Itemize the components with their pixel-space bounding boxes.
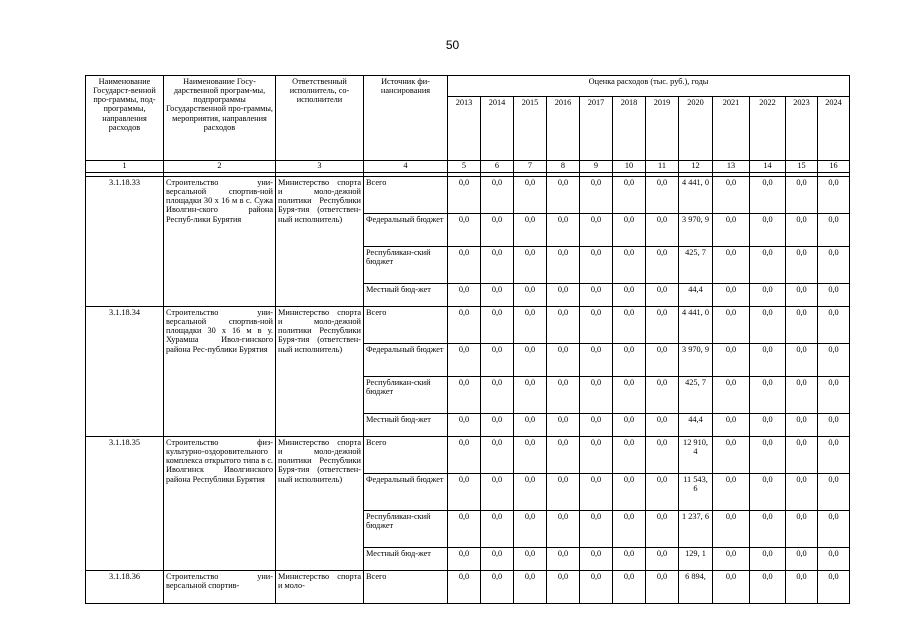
expense-value: 0,0 — [818, 177, 850, 214]
header-year: 2022 — [750, 96, 786, 160]
expense-value: 0,0 — [786, 571, 818, 604]
measure-name: Строительство физ-культурно-оздоровительного комплекса открытого типа в с. Иволгинск Иволгинского района Республики Бурятия — [164, 437, 276, 571]
measure-executor: Министерство спорта и моло- — [276, 571, 364, 604]
expense-value: 0,0 — [750, 214, 786, 247]
measure-name: Строительство уни-версальной спортив-ной площадки 30 х 16 м в у. Хурамша Ивол-гинского района Рес-публики Бурятия — [164, 307, 276, 437]
expense-value: 0,0 — [713, 344, 750, 377]
expense-value: 0,0 — [613, 511, 646, 548]
expense-value: 0,0 — [786, 344, 818, 377]
table-row — [86, 307, 850, 344]
funding-source: Республикан-ский бюджет — [364, 511, 448, 548]
expense-value: 0,0 — [713, 511, 750, 548]
expense-value: 0,0 — [514, 414, 547, 437]
expense-value: 1 237, 6 — [679, 511, 713, 548]
funding-source: Местный бюд-жет — [364, 414, 448, 437]
measure-code: 3.1.18.36 — [86, 571, 164, 604]
expense-value: 0,0 — [750, 571, 786, 604]
expense-value: 0,0 — [580, 177, 613, 214]
expense-value: 0,0 — [514, 247, 547, 284]
expense-value: 0,0 — [448, 437, 481, 474]
expense-value: 0,0 — [613, 414, 646, 437]
expense-value: 0,0 — [713, 571, 750, 604]
expense-value: 0,0 — [750, 307, 786, 344]
expense-value: 0,0 — [547, 214, 580, 247]
expense-value: 129, 1 — [679, 548, 713, 571]
expense-value: 0,0 — [818, 344, 850, 377]
header-expense-estimate: Оценка расходов (тыс. руб.), годы — [448, 76, 850, 97]
expense-value: 0,0 — [448, 414, 481, 437]
table-row — [86, 571, 850, 604]
header-year: 2024 — [818, 96, 850, 160]
expense-value: 0,0 — [818, 548, 850, 571]
expense-value: 0,0 — [448, 511, 481, 548]
expense-value: 0,0 — [613, 307, 646, 344]
expense-value: 0,0 — [613, 474, 646, 511]
column-number: 13 — [713, 161, 750, 173]
header-year: 2021 — [713, 96, 750, 160]
expense-value: 0,0 — [481, 511, 514, 548]
measure-executor: Министерство спорта и моло-дежной политики Республики Буря-тия (ответствен-ный исполнитель) — [276, 307, 364, 437]
expense-value: 0,0 — [646, 247, 679, 284]
expense-value: 0,0 — [646, 344, 679, 377]
expense-value: 0,0 — [481, 474, 514, 511]
expense-value: 0,0 — [713, 247, 750, 284]
expense-value: 0,0 — [646, 414, 679, 437]
expense-value: 0,0 — [547, 474, 580, 511]
header-executor: Ответственный исполнитель, со-исполнители — [276, 76, 364, 161]
expense-value: 0,0 — [613, 571, 646, 604]
expense-value: 0,0 — [514, 571, 547, 604]
expense-value: 0,0 — [750, 548, 786, 571]
expense-value: 0,0 — [646, 177, 679, 214]
expense-value: 0,0 — [514, 377, 547, 414]
header-year: 2023 — [786, 96, 818, 160]
expense-value: 0,0 — [750, 177, 786, 214]
expense-value: 0,0 — [481, 377, 514, 414]
funding-source: Местный бюд-жет — [364, 284, 448, 307]
funding-source: Федеральный бюджет — [364, 344, 448, 377]
expense-value: 0,0 — [547, 284, 580, 307]
expense-value: 0,0 — [481, 284, 514, 307]
expense-value: 0,0 — [514, 474, 547, 511]
expense-value: 0,0 — [580, 214, 613, 247]
expense-value: 0,0 — [786, 437, 818, 474]
expense-value: 0,0 — [713, 307, 750, 344]
header-measure-name: Наименование Госу-дарственной програм-мы, подпрограммы Государственной про-граммы, мероприятия, направления расходов — [164, 76, 276, 161]
expense-value: 0,0 — [646, 548, 679, 571]
expense-value: 0,0 — [646, 284, 679, 307]
column-number: 5 — [448, 161, 481, 173]
expense-value: 0,0 — [547, 377, 580, 414]
expense-value: 0,0 — [818, 377, 850, 414]
column-number: 14 — [750, 161, 786, 173]
measure-name: Строительство уни-версальной спортив-ной площадки 30 х 16 м в с. Сужа Иволгин-ского района Респуб-лики Бурятия — [164, 177, 276, 307]
expense-value: 0,0 — [514, 437, 547, 474]
expense-value: 0,0 — [547, 511, 580, 548]
expense-value: 0,0 — [713, 414, 750, 437]
expense-value: 4 441, 0 — [679, 307, 713, 344]
column-number: 6 — [481, 161, 514, 173]
expense-value: 0,0 — [448, 548, 481, 571]
expense-value: 0,0 — [713, 284, 750, 307]
expense-value: 0,0 — [514, 177, 547, 214]
funding-source: Федеральный бюджет — [364, 214, 448, 247]
expense-value: 0,0 — [713, 437, 750, 474]
header-program-name: Наименование Государст-венной про-граммы, под-программы, направления расходов — [86, 76, 164, 161]
funding-source: Всего — [364, 177, 448, 214]
table-row — [86, 437, 850, 474]
expense-value: 0,0 — [750, 377, 786, 414]
expense-value: 0,0 — [448, 474, 481, 511]
expense-value: 0,0 — [750, 414, 786, 437]
measure-executor: Министерство спорта и моло-дежной политики Республики Буря-тия (ответствен-ный исполнитель) — [276, 437, 364, 571]
expense-value: 0,0 — [750, 511, 786, 548]
measure-code: 3.1.18.34 — [86, 307, 164, 437]
expense-value: 0,0 — [547, 414, 580, 437]
expense-value: 6 894, — [679, 571, 713, 604]
expense-value: 0,0 — [818, 511, 850, 548]
measure-code: 3.1.18.35 — [86, 437, 164, 571]
expense-value: 0,0 — [448, 214, 481, 247]
expense-value: 0,0 — [786, 284, 818, 307]
header-year: 2020 — [679, 96, 713, 160]
expense-value: 0,0 — [713, 548, 750, 571]
measure-code: 3.1.18.33 — [86, 177, 164, 307]
expense-value: 0,0 — [547, 247, 580, 284]
expense-value: 0,0 — [713, 177, 750, 214]
expense-value: 0,0 — [646, 437, 679, 474]
expense-value: 0,0 — [448, 177, 481, 214]
expense-value: 0,0 — [580, 511, 613, 548]
expense-value: 44,4 — [679, 284, 713, 307]
expense-value: 0,0 — [818, 571, 850, 604]
expense-value: 0,0 — [646, 511, 679, 548]
expense-value: 0,0 — [481, 177, 514, 214]
expense-value: 0,0 — [750, 437, 786, 474]
expense-value: 0,0 — [481, 214, 514, 247]
expense-value: 44,4 — [679, 414, 713, 437]
expense-value: 0,0 — [481, 307, 514, 344]
column-number: 3 — [276, 161, 364, 173]
expense-value: 425, 7 — [679, 247, 713, 284]
expense-value: 0,0 — [786, 474, 818, 511]
expense-value: 0,0 — [750, 247, 786, 284]
expense-value: 0,0 — [713, 377, 750, 414]
table-row — [86, 177, 850, 214]
expense-value: 0,0 — [547, 307, 580, 344]
expense-value: 0,0 — [713, 474, 750, 511]
expense-value: 0,0 — [448, 377, 481, 414]
column-number: 8 — [547, 161, 580, 173]
expense-value: 0,0 — [514, 284, 547, 307]
funding-source: Республикан-ский бюджет — [364, 247, 448, 284]
expense-value: 0,0 — [514, 511, 547, 548]
funding-source: Местный бюд-жет — [364, 548, 448, 571]
expense-value: 0,0 — [646, 571, 679, 604]
expense-value: 0,0 — [580, 344, 613, 377]
funding-source: Федеральный бюджет — [364, 474, 448, 511]
expense-value: 0,0 — [786, 548, 818, 571]
expense-value: 0,0 — [481, 571, 514, 604]
header-year: 2016 — [547, 96, 580, 160]
measure-name: Строительство уни-версальной спортив- — [164, 571, 276, 604]
column-number: 12 — [679, 161, 713, 173]
expense-value: 0,0 — [646, 214, 679, 247]
expense-value: 0,0 — [713, 214, 750, 247]
expense-value: 0,0 — [448, 247, 481, 284]
funding-source: Всего — [364, 307, 448, 344]
header-year: 2018 — [613, 96, 646, 160]
column-number: 10 — [613, 161, 646, 173]
expense-value: 0,0 — [514, 214, 547, 247]
expense-value: 0,0 — [481, 414, 514, 437]
expense-value: 0,0 — [750, 474, 786, 511]
expense-value: 0,0 — [818, 214, 850, 247]
expense-value: 0,0 — [481, 344, 514, 377]
expense-value: 0,0 — [786, 511, 818, 548]
expense-value: 0,0 — [481, 437, 514, 474]
expense-value: 0,0 — [580, 307, 613, 344]
expense-value: 425, 7 — [679, 377, 713, 414]
header-year: 2019 — [646, 96, 679, 160]
expense-value: 12 910, 4 — [679, 437, 713, 474]
expense-value: 0,0 — [580, 437, 613, 474]
expense-value: 0,0 — [580, 247, 613, 284]
expense-value: 4 441, 0 — [679, 177, 713, 214]
expense-value: 3 970, 9 — [679, 344, 713, 377]
column-number: 2 — [164, 161, 276, 173]
header-year: 2014 — [481, 96, 514, 160]
funding-source: Всего — [364, 571, 448, 604]
page-number: 50 — [445, 38, 460, 52]
expense-value: 0,0 — [547, 548, 580, 571]
expense-value: 0,0 — [613, 177, 646, 214]
column-number: 4 — [364, 161, 448, 173]
expense-value: 0,0 — [448, 571, 481, 604]
expense-value: 0,0 — [514, 307, 547, 344]
expense-value: 0,0 — [613, 377, 646, 414]
expense-value: 0,0 — [481, 548, 514, 571]
expense-value: 0,0 — [547, 177, 580, 214]
expense-value: 0,0 — [547, 571, 580, 604]
funding-source: Всего — [364, 437, 448, 474]
expense-value: 0,0 — [786, 307, 818, 344]
expense-value: 0,0 — [547, 437, 580, 474]
expense-value: 0,0 — [786, 414, 818, 437]
expense-value: 0,0 — [646, 377, 679, 414]
expense-value: 0,0 — [613, 247, 646, 284]
expense-value: 0,0 — [613, 284, 646, 307]
expense-value: 0,0 — [580, 548, 613, 571]
column-number: 9 — [580, 161, 613, 173]
expense-value: 0,0 — [580, 284, 613, 307]
expense-value: 0,0 — [580, 414, 613, 437]
expense-value: 0,0 — [613, 344, 646, 377]
expense-value: 0,0 — [613, 548, 646, 571]
expense-value: 0,0 — [646, 307, 679, 344]
expense-value: 0,0 — [818, 307, 850, 344]
column-number: 11 — [646, 161, 679, 173]
expense-value: 0,0 — [547, 344, 580, 377]
header-year: 2015 — [514, 96, 547, 160]
header-funding-source: Источник фи-нансирования — [364, 76, 448, 161]
expense-value: 0,0 — [818, 284, 850, 307]
column-number: 1 — [86, 161, 164, 173]
expense-value: 0,0 — [818, 474, 850, 511]
expense-value: 0,0 — [580, 571, 613, 604]
expense-value: 0,0 — [448, 344, 481, 377]
expense-value: 0,0 — [818, 414, 850, 437]
expense-value: 0,0 — [514, 548, 547, 571]
funding-source: Республикан-ский бюджет — [364, 377, 448, 414]
expense-value: 0,0 — [818, 437, 850, 474]
header-year: 2017 — [580, 96, 613, 160]
expenditure-table — [85, 75, 850, 604]
expense-value: 0,0 — [613, 437, 646, 474]
column-numbers-row — [86, 161, 850, 173]
expense-value: 0,0 — [448, 307, 481, 344]
measure-executor: Министерство спорта и моло-дежной политики Республики Буря-тия (ответствен-ный исполнитель) — [276, 177, 364, 307]
expense-value: 11 543, 6 — [679, 474, 713, 511]
expense-value: 0,0 — [750, 344, 786, 377]
expense-value: 0,0 — [514, 344, 547, 377]
expense-value: 0,0 — [646, 474, 679, 511]
expense-value: 0,0 — [580, 377, 613, 414]
column-number: 16 — [818, 161, 850, 173]
expense-value: 0,0 — [481, 247, 514, 284]
expense-value: 0,0 — [786, 177, 818, 214]
expense-value: 0,0 — [786, 214, 818, 247]
header-year: 2013 — [448, 96, 481, 160]
expense-value: 0,0 — [448, 284, 481, 307]
expense-value: 0,0 — [818, 247, 850, 284]
expense-value: 0,0 — [750, 284, 786, 307]
expense-value: 3 970, 9 — [679, 214, 713, 247]
expense-value: 0,0 — [613, 214, 646, 247]
column-number: 15 — [786, 161, 818, 173]
expense-value: 0,0 — [580, 474, 613, 511]
expense-value: 0,0 — [786, 247, 818, 284]
column-number: 7 — [514, 161, 547, 173]
expense-value: 0,0 — [786, 377, 818, 414]
